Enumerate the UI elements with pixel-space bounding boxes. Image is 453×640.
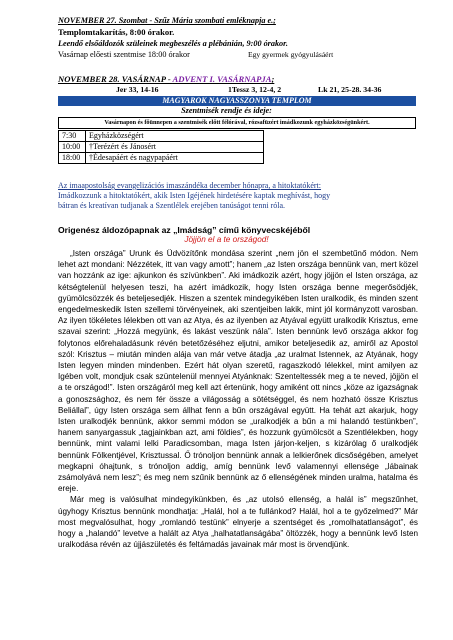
mass-schedule-table xyxy=(58,130,264,164)
eve-mass-time: 18:00 órakor xyxy=(147,50,190,59)
mass-time: 10:00 xyxy=(59,142,86,153)
mass-time: 18:00 xyxy=(59,153,86,164)
mass-row xyxy=(59,142,264,153)
mass-intention: Egyházközségért xyxy=(86,131,264,142)
reading-first: Jer 33, 14-16 xyxy=(116,85,159,94)
article-paragraph: Már meg is valósulhat mindegyikünkben, és „az utolsó ellenség, a halál is” megszűnhet, úgyhogy Krisztus bennünk mondhatja: „Halál, hol a te fullánkod? Halál, hol a te győzelmed?” Már most megvalósulhat, hogy „romlandó testünk” elnyerje a szentséget és „romolhatatlanságot”, és hogy a „halandó” levetve a halált az Atya „halhatatlanságába” öltözzék, hogy a bennünk levő Isten uralkodása révén az újjászületés és feltámadás javainak már most is örvendjünk. xyxy=(58,495,418,550)
mass-time: 7:30 xyxy=(59,131,86,142)
article-body xyxy=(58,248,418,550)
prayer-intention-line: bátran és kreatívan tudjanak a Szentlélek erejében tanúságot tenni róla. xyxy=(58,201,286,210)
schedule-heading: Szentmisék rendje és ideje: xyxy=(181,106,272,115)
mass-row xyxy=(59,153,264,164)
eve-mass-line xyxy=(58,50,334,60)
eve-mass-intention: Egy gyermek gyógyulásáért xyxy=(248,50,334,59)
mass-intention: †Terézért és Jánosért xyxy=(86,142,264,153)
sunday-title: ADVENT I. VASÁRNAPJA xyxy=(172,74,272,84)
eve-mass-label: Vasárnap előesti szentmise xyxy=(58,50,146,59)
prayer-intention-heading: Az imaapostolság evangelizációs imaszándéka december hónapra, a hitoktatókért: xyxy=(58,181,322,190)
church-name-band: MAGYAROK NAGYASSZONYA TEMPLOM xyxy=(58,96,416,106)
readings-row xyxy=(58,85,416,95)
saturday-heading: NOVEMBER 27. Szombat - Szűz Mária szombati emléknapja e.; xyxy=(58,16,276,25)
prayer-intention-line: Imádkozzunk a hitoktatókért, akik Isten Igéjének hirdetésére kaptak meghívást, hogy xyxy=(58,191,331,200)
sunday-date: NOVEMBER 28. VASÁRNAP - xyxy=(58,74,173,84)
article-paragraph: „Isten országa” Urunk és Üdvözítőnk mondása szerint „nem jön el szembetűnő módon. Nem lehet azt mondani: Nézzétek, itt van vagy amott”; hanem „az Isten országa bennünk van, mert közel van hozzánk az ige: ajkunkon és szívünkben”. Aki imádkozik azért, hogy jöjjön el Isten országa, az kétségtelenül helyesen teszi, ha azért imádkozik, hogy Isten országa benne megerősödjék, gyümölcsözzék és beteljesedjék. Hiszen a szentek mindegyikében Isten uralkodik, és minden szent engedelmeskedik Isten szellemi törvényeinek, aki szentjeiben lakik, mint jól kormányzott varosban. Az ilyen tökéletes lélekben ott van az Atya, és az ilyenben az Atyával együtt uralkodik Krisztus, eme szavai szerint: „Hozzá megyünk, és lakást veszünk nála”. Isten bennünk levő országa akkor fog folytonos előrehaladásunk révén betetőzéséhez eljutni, amikor beteljesedik az, amiről az Apostol szól: Krisztus – miután minden alája van már vetve átadja „az uralmat Istennek, az Atyának, hogy Isten legyen minden mindenben. Ezért hát olyan szeretű, ragaszkodó lélekkel, mint amilyen az Igében volt, mondjuk csak szüntelenül mennyei Atyánknak: Szenteltessék meg a te neved, jöjjön el a te országod!”. Isten országáról meg kell azt értenünk, hogy amiként ott nincs „köze az igazságnak a gonoszsághoz, és nem fér össze a világosság a sötétséggel, és nem hozható össze Krisztus Beliállal”, úgy Isten országa sem állhat fenn a bűn országával együtt. Ha tehát azt akarjuk, hogy Isten uralkodjék bennünk, akkor semmi módon se „uralkodjék a bűn a mi halandó testünkben”, hanem sanyargassuk „tagjainkban azt, ami földies”, és hozzunk gyümölcsöt a Szentlélekben, hogy bennünk, mint valami lelki Paradicsomban, maga Isten járjon-keljen, s kizárólag ő uralkodjék bennünk Fölkentjével, Krisztussal. Ő trónoljon bennünk annak a lelkierőnek dicsőségében, amelyet megkapni óhajtunk, s trónoljon addig, amíg bennünk levő valamennyi ellensége „lábainak zsámolyává nem lesz”; és meg nem szűnik bennünk az ő ellenségének minden uralma, hatalma és ereje. xyxy=(58,249,418,494)
rosary-notice: Vasárnapon és főünnepen a szentmisék előtt félórával, rózsafüzért imádkozunk egyházközségünkért. xyxy=(58,117,416,129)
cleaning-notice: Templomtakarítás, 8:00 órakor. xyxy=(58,27,175,37)
reading-gospel: Lk 21, 25-28. 34-36 xyxy=(318,85,382,94)
mass-intention: †Édesapáért és nagypapáért xyxy=(86,153,264,164)
article-title: Origenész áldozópapnak az „Imádság” című könyvecskéjéből xyxy=(58,225,311,235)
parents-meeting-notice: Leendő elsőáldozók szüleinek megbeszélés a plébánián, 9:00 órakor. xyxy=(58,39,288,48)
sunday-title-suffix: ; xyxy=(271,74,275,84)
reading-second: 1Tessz 3, 12-4, 2 xyxy=(228,85,282,94)
sunday-heading xyxy=(58,74,274,84)
mass-row xyxy=(59,131,264,142)
article-subtitle: Jöjjön el a te országod! xyxy=(184,235,269,244)
prayer-intention xyxy=(58,181,418,211)
